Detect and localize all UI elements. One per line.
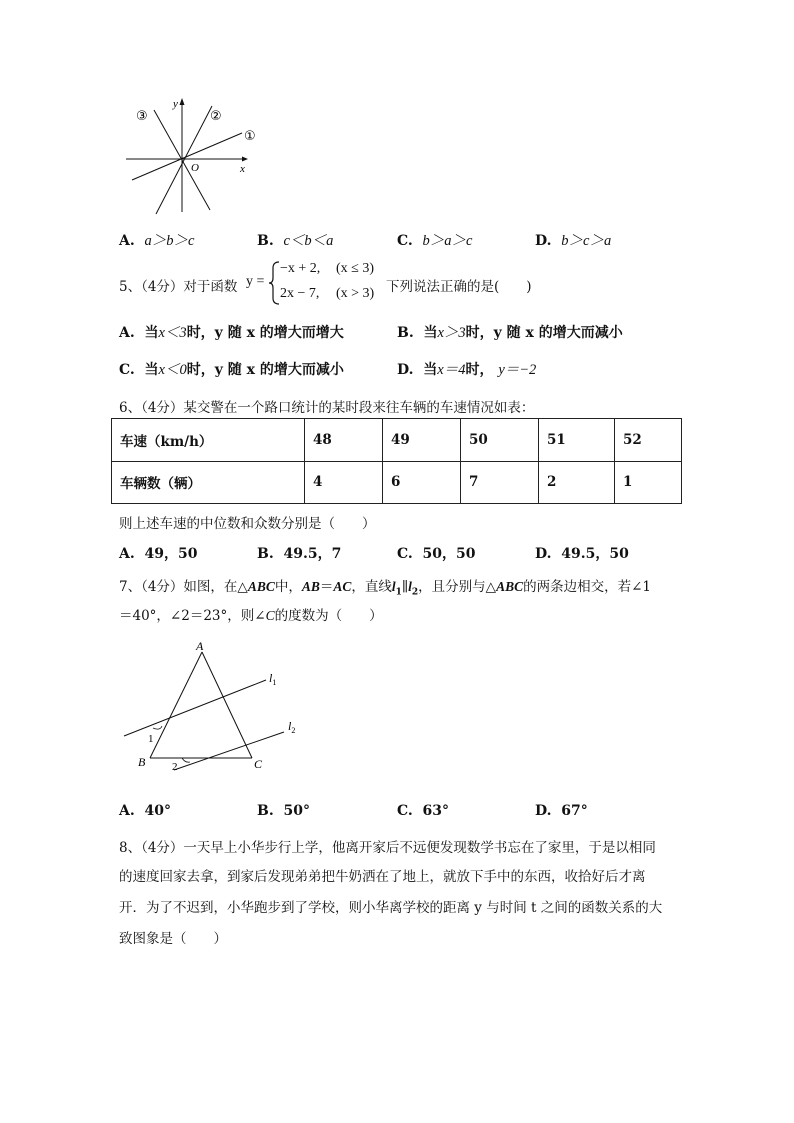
- q5-cond2: (x > 3): [336, 286, 375, 301]
- vertex-c: C: [254, 757, 263, 771]
- q4-line-graph: [118, 92, 268, 222]
- q6-question: 则上述车速的中位数和众数分别是（ ）: [119, 516, 376, 532]
- table-cell: 4: [305, 461, 383, 504]
- line-1: [132, 133, 242, 180]
- q7-option-d[interactable]: D. 67°: [535, 803, 588, 819]
- q5-option-a[interactable]: A. 当x＜3时，y 随 x 的增大而增大: [119, 325, 344, 341]
- q6-option-c[interactable]: C. 50，50: [397, 546, 476, 562]
- table-cell: 1: [615, 461, 682, 504]
- q6-option-a[interactable]: A. 49，50: [119, 546, 198, 562]
- brace-icon: [268, 261, 280, 305]
- q7-triangle-figure: [118, 636, 318, 776]
- q8-line-2: 的速度回家去拿，到家后发现弟弟把牛奶洒在了地上，就放下手中的东西，收拾好后才离: [119, 869, 646, 885]
- table-cell: 51: [539, 419, 615, 462]
- table-row: [112, 461, 682, 504]
- angle-1-label: 1: [148, 733, 154, 745]
- q7-stem-line2: ＝40°，∠2＝23°，则∠C的度数为（ ）: [119, 608, 383, 624]
- vertex-a: A: [196, 639, 204, 653]
- q7-option-a[interactable]: A. 40°: [119, 803, 171, 819]
- q5-piece2: 2x − 7,: [280, 286, 320, 301]
- q8-line-3: 开．为了不迟到，小华跑步到了学校，则小华离学校的距离 y 与时间 t 之间的函数关系的大: [119, 900, 663, 916]
- label-3: ③: [136, 109, 148, 124]
- table-cell: 6: [383, 461, 461, 504]
- angle-2-label: 2: [172, 761, 178, 773]
- table-cell: 50: [461, 419, 539, 462]
- x-axis-arrow: [242, 157, 248, 162]
- side-ac: [202, 652, 252, 758]
- table-cell: 车速（km/h）: [112, 419, 305, 462]
- axis-y-label: y: [173, 98, 178, 110]
- q5-cond1: (x ≤ 3): [336, 261, 375, 276]
- q7-stem-line1: 7、（4分）如图，在△ABC中，AB＝AC，直线$l_1\parallel l_2$，且分别与△ABC的两条边相交，若∠1: [119, 579, 651, 598]
- q8-line-1: 8、（4分）一天早上小华步行上学，他离开家后不远便发现数学书忘在了家里，于是以相同: [119, 840, 656, 856]
- q4-option-c[interactable]: C. b＞a＞c: [397, 233, 473, 249]
- table-cell: 车辆数（辆）: [112, 461, 305, 504]
- q4-option-a[interactable]: A. a＞b＞c: [119, 233, 195, 249]
- label-2: ②: [210, 109, 222, 124]
- q7-option-c[interactable]: C. 63°: [397, 803, 450, 819]
- angle-1-arc: [153, 726, 162, 729]
- side-ab: [150, 652, 202, 758]
- q5-func-y: y =: [246, 274, 265, 289]
- q4-option-b[interactable]: B. c＜b＜a: [257, 233, 334, 249]
- label-l2: $l_2$: [288, 719, 296, 735]
- q5-option-b[interactable]: B. 当x＞3时，y 随 x 的增大而减小: [397, 325, 623, 341]
- table-row: [112, 419, 682, 462]
- q5-option-c[interactable]: C. 当x＜0时，y 随 x 的增大而减小: [119, 362, 344, 378]
- q6-option-b[interactable]: B. 49.5，7: [257, 546, 342, 562]
- line-l1: [124, 680, 266, 736]
- table-cell: 49: [383, 419, 461, 462]
- q5-piece1: −x + 2,: [280, 261, 321, 276]
- axis-x-label: x: [240, 163, 245, 175]
- label-1: ①: [244, 129, 256, 144]
- table-cell: 2: [539, 461, 615, 504]
- y-axis-arrow: [180, 98, 185, 105]
- table-cell: 7: [461, 461, 539, 504]
- line-l2: [174, 732, 284, 770]
- speed-table: [111, 418, 682, 504]
- angle-2-arc: [182, 758, 190, 762]
- q8-line-4: 致图象是（ ）: [119, 931, 227, 947]
- q5-option-d[interactable]: D. 当x＝4时， y＝−2: [397, 362, 537, 378]
- label-l1: $l_1$: [269, 671, 277, 687]
- vertex-b: B: [138, 755, 146, 769]
- q7-option-b[interactable]: B. 50°: [257, 803, 310, 819]
- table-cell: 48: [305, 419, 383, 462]
- q6-stem: 6、（4分）某交警在一个路口统计的某时段来往车辆的车速情况如表：: [119, 400, 535, 416]
- origin-label: O: [191, 162, 199, 174]
- q4-option-d[interactable]: D. b＞c＞a: [535, 233, 612, 249]
- q5-tail: 下列说法正确的是( ): [386, 279, 532, 295]
- table-cell: 52: [615, 419, 682, 462]
- q6-option-d[interactable]: D. 49.5，50: [535, 546, 629, 562]
- q5-stem-number: 5、（4分）对于函数: [119, 279, 238, 295]
